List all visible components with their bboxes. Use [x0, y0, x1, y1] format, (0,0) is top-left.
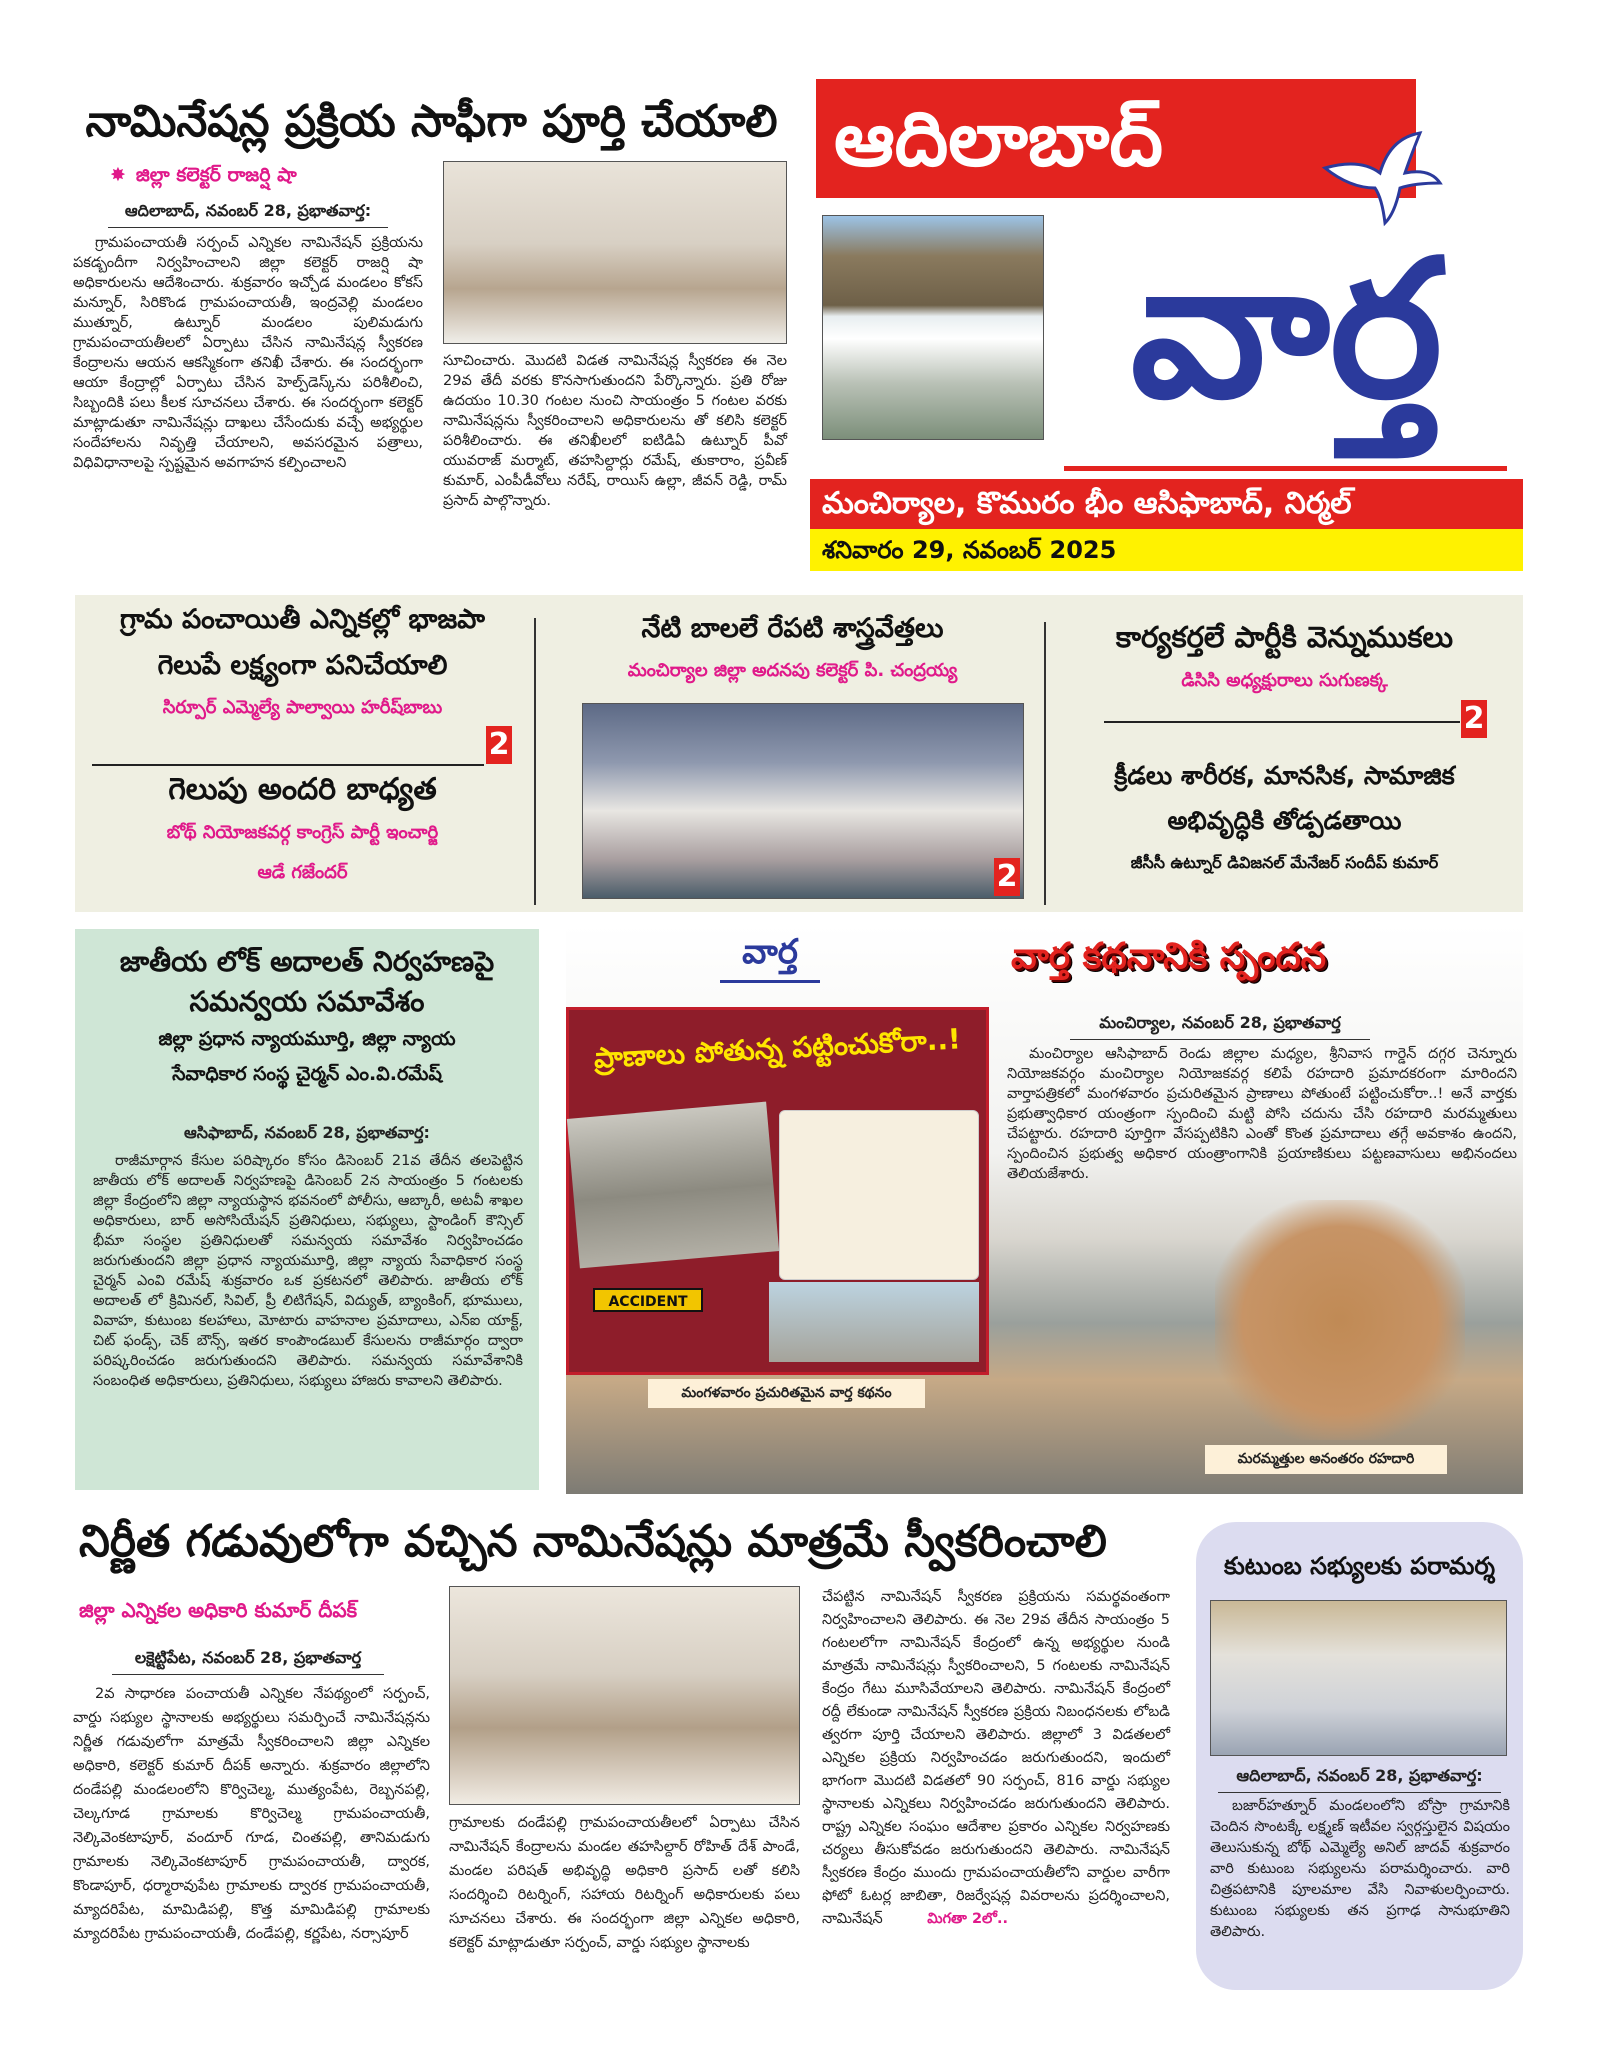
issue-date: శనివారం 29, నవంబర్ 2025 — [822, 536, 1117, 564]
bottom-story-subhead: జిల్లా ఎన్నికల అధికారి కుమార్ దీపక్ — [79, 1598, 358, 1622]
bottom-story-dateline: లక్షెట్టిపేట, నవంబర్ 28, ప్రభాతవార్త — [112, 1648, 384, 1675]
bottom-story-body-col2: గ్రామాలకు దండేపల్లి గ్రామపంచాయతీలలో ఏర్పాటు చేసిన నామినేషన్ కేంద్రాలను మండల తహసిల్దార్ రోహిత్ దేశ్ పాండే, మండల పరిషత్ అభివృద్ధి అధికారి ప్రసాద్ లతో కలిసి సందర్శించి రిటర్నింగ్, సహాయ రిటర్నింగ్ అధికారులకు పలు సూచనలు చేశారు. ఈ సందర్భంగా జిల్లా ఎన్నికల అధికారి, కలెక్టర్ మాట్లాడుతూ సర్పంచ్, వార్డు సభ్యుల స్థానాలకు — [449, 1815, 800, 1951]
soil-mound — [1215, 1200, 1465, 1440]
teaser-5-byline: జీసీసీ ఉట్నూర్ డివిజనల్ మేనేజర్ సందీప్ కుమార్ — [1130, 853, 1439, 872]
condolence-headline: కుటుంబ సభ్యులకు పరామర్శ — [1223, 1552, 1496, 1580]
districts-text: మంచిర్యాల, కొమురం భీం ఆసిఫాబాద్, నిర్మల్ — [822, 486, 1352, 521]
condolence-photo — [1210, 1600, 1507, 1756]
teaser-3-headline[interactable]: నేటి బాలలే రేపటి శాస్త్రవేత్తలు — [641, 613, 944, 644]
teaser-5-line2[interactable]: అభివృద్ధికి తోడ్పడతాయి — [1167, 806, 1402, 835]
divider — [1104, 721, 1460, 723]
masthead-logo: వార్త — [1130, 219, 1443, 440]
masthead-edition-title: ఆదిలాబాద్ — [834, 94, 1164, 183]
mini-logo: వార్త — [720, 932, 820, 983]
condolence-dateline: ఆదిలాబాద్, నవంబర్ 28, ప్రభాతవార్త: — [1218, 1766, 1501, 1793]
divider — [92, 764, 484, 766]
teaser-4-headline[interactable]: కార్యకర్తలే పార్టీకి వెన్నుముకలు — [1115, 620, 1454, 654]
teaser-4-byline: డిసిసి అధ్యక్షురాలు సుగుణక్క — [1181, 670, 1388, 691]
science-fair-photo — [582, 703, 1024, 899]
top-story-headline: నామినేషన్ల ప్రక్రియ సాఫీగా పూర్తి చేయాలి — [85, 96, 778, 147]
top-story-dateline: ఆదిలాబాద్, నవంబర్ 28, ప్రభాతవార్త: — [108, 201, 388, 228]
date-band — [810, 529, 1523, 571]
clipping-road-photo — [567, 1102, 779, 1269]
teaser-1-line1[interactable]: గ్రామ పంచాయితీ ఎన్నికల్లో భాజపా — [119, 604, 486, 635]
waterfall-photo — [822, 215, 1044, 440]
teaser-2-headline[interactable]: గెలుపు అందరి బాధ్యత — [168, 772, 437, 807]
top-story-body-col1: గ్రామపంచాయతీ సర్పంచ్ ఎన్నికల నామినేషన్ ప్రక్రియను పకడ్బందీగా నిర్వహించాలని జిల్లా కలెక్టర్ రాజర్షి షా అధికారులను ఆదేశించారు. శుక్రవారం ఇచ్చోడ మండలం కోకస్ మన్నూర్, సిరికొండ గ్రామపంచాయతీ, ఇంద్రవెల్లి మండలం ముత్నూర్, ఉట్నూర్ మండలం పులిమడుగు గ్రామపంచాయతీలలో ఏర్పాటు చేసిన నామినేషన్ల స్వీకరణ కేంద్రాలను ఆయన ఆకస్మికంగా తనిఖీ చేశారు. ఈ సందర్భంగా ఆయా కేంద్రాల్లో ఏర్పాటు చేసిన హెల్ప్‌డెస్క్‌ను పరిశీలించి, సిబ్బందికి పలు కీలక సూచనలు చేశారు. ఈ సందర్భంగా కలెక్టర్ మాట్లాడుతూ నామినేషన్లు దాఖలు చేసేందుకు వచ్చే అభ్యర్థుల సందేహాలను నివృత్తి చేయాలని, అవసరమైన పత్రాలు, విధివిధానాలపై స్పష్టమైన అవగాహన కల్పించాలని — [73, 235, 423, 471]
bottom-story-body-col3 — [822, 1586, 1170, 1931]
response-dateline: మంచిర్యాల, నవంబర్ 28, ప్రభాతవార్త — [1070, 1013, 1370, 1040]
nomination-centre-photo — [449, 1586, 800, 1805]
bullet-icon: ✸ — [110, 164, 126, 186]
teaser-2-byline1: బోథ్ నియోజకవర్గ కాంగ్రెస్ పార్టీ ఇంచార్జి — [166, 822, 439, 843]
divider — [1044, 622, 1046, 905]
bottom-story-headline: నిర్ణీత గడువులోగా వచ్చిన నామినేషన్లు మాత్రమే స్వీకరించాలి — [79, 1516, 1107, 1567]
clipping-street-photo — [769, 1282, 979, 1362]
lok-adalat-subhead-1: జిల్లా ప్రధాన న్యాయమూర్తి, జిల్లా న్యాయ — [158, 1028, 456, 1050]
lok-adalat-headline-2: సమన్వయ సమావేశం — [189, 985, 425, 1018]
bottom-story-body-col1: 2వ సాధారణ పంచాయతీ ఎన్నికల నేపథ్యంలో సర్పంచ్, వార్డు సభ్యుల స్థానాలకు అభ్యర్థులు సమర్పించే నామినేషన్లను నిర్ణీత గడువులోగా మాత్రమే స్వీకరించాలని జిల్లా ఎన్నికల అధికారి, కలెక్టర్ కుమార్ దీపక్ అన్నారు. శుక్రవారం జిల్లాలోని దండేపల్లి మండలంలోని కొర్విచెల్మ, ముత్యంపేట, రెబ్బనపల్లి, చెల్కగూడ గ్రామాలకు కొర్విచెల్మ గ్రామపంచాయతీ, నెల్కివెంకటాపూర్, వందూర్ గూడ, చింతపల్లి, తానిమడుగు గ్రామాలకు నెల్కివెంకటాపూర్ గ్రామపంచాయతీ, ద్వారక, కొండాపూర్, ధర్మారావుపేట గ్రామాలకు ద్వారక గ్రామపంచాయతీ, మ్యాదరిపేట, మామిడిపల్లి, కొత్త మామిడిపల్లి గ్రామాలకు మ్యాదరిపేట గ్రామపంచాయతీ, దండేపల్లి, కర్ణపేట, నర్సాపూర్ — [73, 1686, 430, 1942]
caption-after: మరమ్మత్తుల అనంతరం రహదారి — [1205, 1445, 1447, 1474]
masthead-underline — [1064, 466, 1507, 471]
lok-adalat-dateline: ఆసిఫాబాద్, నవంబర్ 28, ప్రభాతవార్త: — [184, 1123, 430, 1142]
top-story-body-col2: సూచించారు. మొదటి విడత నామినేషన్ల స్వీకరణ ఈ నెల 29వ తేదీ వరకు కొనసాగుతుందని పేర్కొన్నారు. ప్రతి రోజు ఉదయం 10.30 గంటల నుంచి సాయంత్రం 5 గంటల వరకు నామినేషన్లను స్వీకరించాలని అధికారులను తో కలిసి కలెక్టర్ పరిశీలించారు. ఈ తనిఖీలలో ఐటిడిఏ ఉట్నూర్ పీవో యువరాజ్ మర్మాట్, తహసిల్దార్లు రమేష్, తుకారాం, ప్రవీణ్ కుమార్, ఎంపీడీవోలు నరేష్, రాయిస్ ఉల్లా, జీవన్ రెడ్డి, రామ్ ప్రసాద్ పాల్గొన్నారు. — [443, 353, 787, 509]
teaser-1-line2[interactable]: గెలుపే లక్ష్యంగా పనిచేయాలి — [157, 650, 448, 681]
top-story-subhead-text: జిల్లా కలెక్టర్ రాజర్షి షా — [135, 164, 297, 186]
clipping-inset — [566, 1007, 989, 1375]
teaser-3-page-badge[interactable]: 2 — [994, 858, 1020, 896]
districts-band — [810, 479, 1523, 529]
lok-adalat-box — [75, 929, 539, 1490]
bottom-story-body-col3-text: చేపట్టిన నామినేషన్ స్వీకరణ ప్రక్రియను సమర్థవంతంగా నిర్వహించాలని తెలిపారు. ఈ నెల 29వ తేదీన సాయంత్రం 5 గంటలలోగా నామినేషన్ కేంద్రంలో ఉన్న అభ్యర్థుల నుండి మాత్రమే నామినేషన్లు స్వీకరించాలని, 5 గంటలకు నామినేషన్ కేంద్రం గేటు మూసివేయాలని తెలిపారు. నామినేషన్ కేంద్రంలో రద్దీ లేకుండా నామినేషన్ స్వీకరణ ప్రక్రియ నిబంధనలకు లోబడి త్వరగా పూర్తి చేయాలని తెలిపారు. జిల్లాలో 3 విడతలలో ఎన్నికల ప్రక్రియ నిర్వహించడం జరుగుతుందని, ఇందులో భాగంగా మొదటి విడతలో 90 సర్పంచ్, 816 వార్డు సభ్యుల స్థానాలకు ఎన్నికలు నిర్వహించడం జరుగుతుందని తెలిపారు. రాష్ట్ర ఎన్నికల సంఘం ఆదేశాల ప్రకారం ఎన్నికల నిర్వహణకు చర్యలు తీసుకోవడం జరుగుతుందని తెలిపారు. నామినేషన్ స్వీకరణ కేంద్రం ముందు గ్రామపంచాయతీలోని వార్డుల వారీగా ఫోటో ఓటర్ల జాబితా, రిజర్వేషన్ల వివరాలను ప్రదర్శించాలని, నామినేషన్ — [822, 1589, 1170, 1927]
condolence-body: బజార్‌హత్నూర్ మండలంలోని బోస్రా గ్రామానికి చెందిన సొంటక్కే లక్ష్మణ్ ఇటీవల స్వర్గస్తులైన విషయం తెలుసుకున్న బోథ్ ఎమ్మెల్యే అనిల్ జాదవ్ శుక్రవారం వారి కుటుంబ సభ్యులను పరామర్శించారు. వారి చిత్రపటానికి పూలమాల వేసి నివాళులర్పించారు. కుటుంబ సభ్యులకు తన ప్రగాఢ సానుభూతిని తెలిపారు. — [1210, 1798, 1510, 1940]
nomination-inspection-photo — [443, 161, 787, 344]
teaser-4-page-badge[interactable]: 2 — [1461, 700, 1487, 738]
teaser-1-page-badge[interactable]: 2 — [486, 726, 512, 764]
continued-link[interactable]: మిగతా 2లో.. — [927, 1911, 1008, 1927]
teaser-2-byline2: ఆడే గజేందర్ — [257, 862, 348, 883]
response-body: మంచిర్యాల ఆసిఫాబాద్ రెండు జిల్లాల మధ్యల, శ్రీనివాస గార్డెన్ దగ్గర చెన్నూరు నియోజకవర్గం మంచిర్యాల నియోజకవర్గ కలిపే రహదారి ప్రమాదకరంగా మారిందని వార్తాపత్రికలో మంగళవారం ప్రచురితమైన ప్రాణాలు పోతుంటే పట్టించుకోరా..! అనే వార్తకు ప్రభుత్వాధికార యంత్రంగా స్పందించి మట్టి పోసి చదును చేసి రహదారి మరమ్మతులు చేపట్టారు. రహదారి పూర్తిగా వేసప్పటికిని ఎంతో కొంత ప్రమాదాలు తగ్గే అవకాశం ఉందని, స్పందించిన ప్రభుత్వ అధికార యంత్రాంగానికి ప్రయాణికులు పట్టణవాసులు అభినందలు తెలియజేశారు. — [1007, 1046, 1517, 1182]
teaser-3-byline: మంచిర్యాల జిల్లా అదనపు కలెక్టర్ పి. చంద్రయ్య — [627, 660, 958, 681]
condolence-box — [1196, 1522, 1523, 1990]
caption-before: మంగళవారం ప్రచురితమైన వార్త కథనం — [648, 1379, 925, 1408]
response-headline: వార్త కథనానికి స్పందన — [1011, 936, 1327, 977]
accident-sign: ACCIDENT — [593, 1288, 703, 1312]
teaser-5-line1[interactable]: క్రీడలు శారీరక, మానసిక, సామాజిక — [1114, 761, 1455, 790]
lok-adalat-body: రాజీమార్గాన కేసుల పరిష్కారం కోసం డిసెంబర్ 21వ తేదీన తలపెట్టిన జాతీయ లోక్ అదాలత్ నిర్వహణపై డిసెంబర్ 2న సాయంత్రం 5 గంటలకు జిల్లా కేంద్రంలోని జిల్లా న్యాయస్థాన భవనంలో పోలీసు, ఆబ్కారీ, అటవీ శాఖల అధికారులు, బార్ అసోసియేషన్ ప్రతినిధులు, సభ్యులు, స్టాండింగ్ కౌన్సిల్ భీమా సంస్థల ప్రతినిధులతో సమన్వయ సమావేశం నిర్వహించడం జరుగుతుందని జిల్లా ప్రధాన న్యాయమూర్తి, జిల్లా న్యాయ సేవాధికార సంస్థ చైర్మన్ ఎంవి రమేష్ శుక్రవారం ఒక ప్రకటనలో తెలిపారు. జాతీయ లోక్ అదాలత్ లో క్రిమినల్, సివిల్, ప్రీ లిటిగేషన్, విద్యుత్, బ్యాంకింగ్, భూములు, వివాహ, కుటుంబ కలహాలు, మోటారు వాహనాల ప్రమాదాలు, ఎన్ఐ యాక్ట్, చిట్ ఫండ్స్, చెక్ బౌన్స్, ఇతర కాంపౌండబుల్ కేసులను రాజీమార్గం ద్వారా పరిష్కరించడం జరుగుతుందని తెలిపారు. సమన్వయ సమావేశానికి సంబంధిత అధికారులు, ప్రతినిధులు, సభ్యులు హాజరు కావాలని తెలిపారు. — [93, 1153, 523, 1389]
clipping-article-text — [779, 1110, 979, 1280]
teaser-1-byline: సిర్పూర్ ఎమ్మెల్యే పాల్వాయి హరీష్‌బాబు — [162, 697, 443, 718]
divider — [534, 618, 536, 905]
clipping-headline: ప్రాణాలు పోతున్న పట్టించుకోరా..! — [593, 1022, 962, 1075]
lok-adalat-headline-1: జాతీయ లోక్ అదాలత్ నిర్వహణపై — [119, 945, 495, 978]
lok-adalat-subhead-2: సేవాధికార సంస్థ చైర్మన్ ఎం.వి.రమేష్ — [172, 1063, 442, 1085]
top-story-subhead — [110, 164, 380, 191]
